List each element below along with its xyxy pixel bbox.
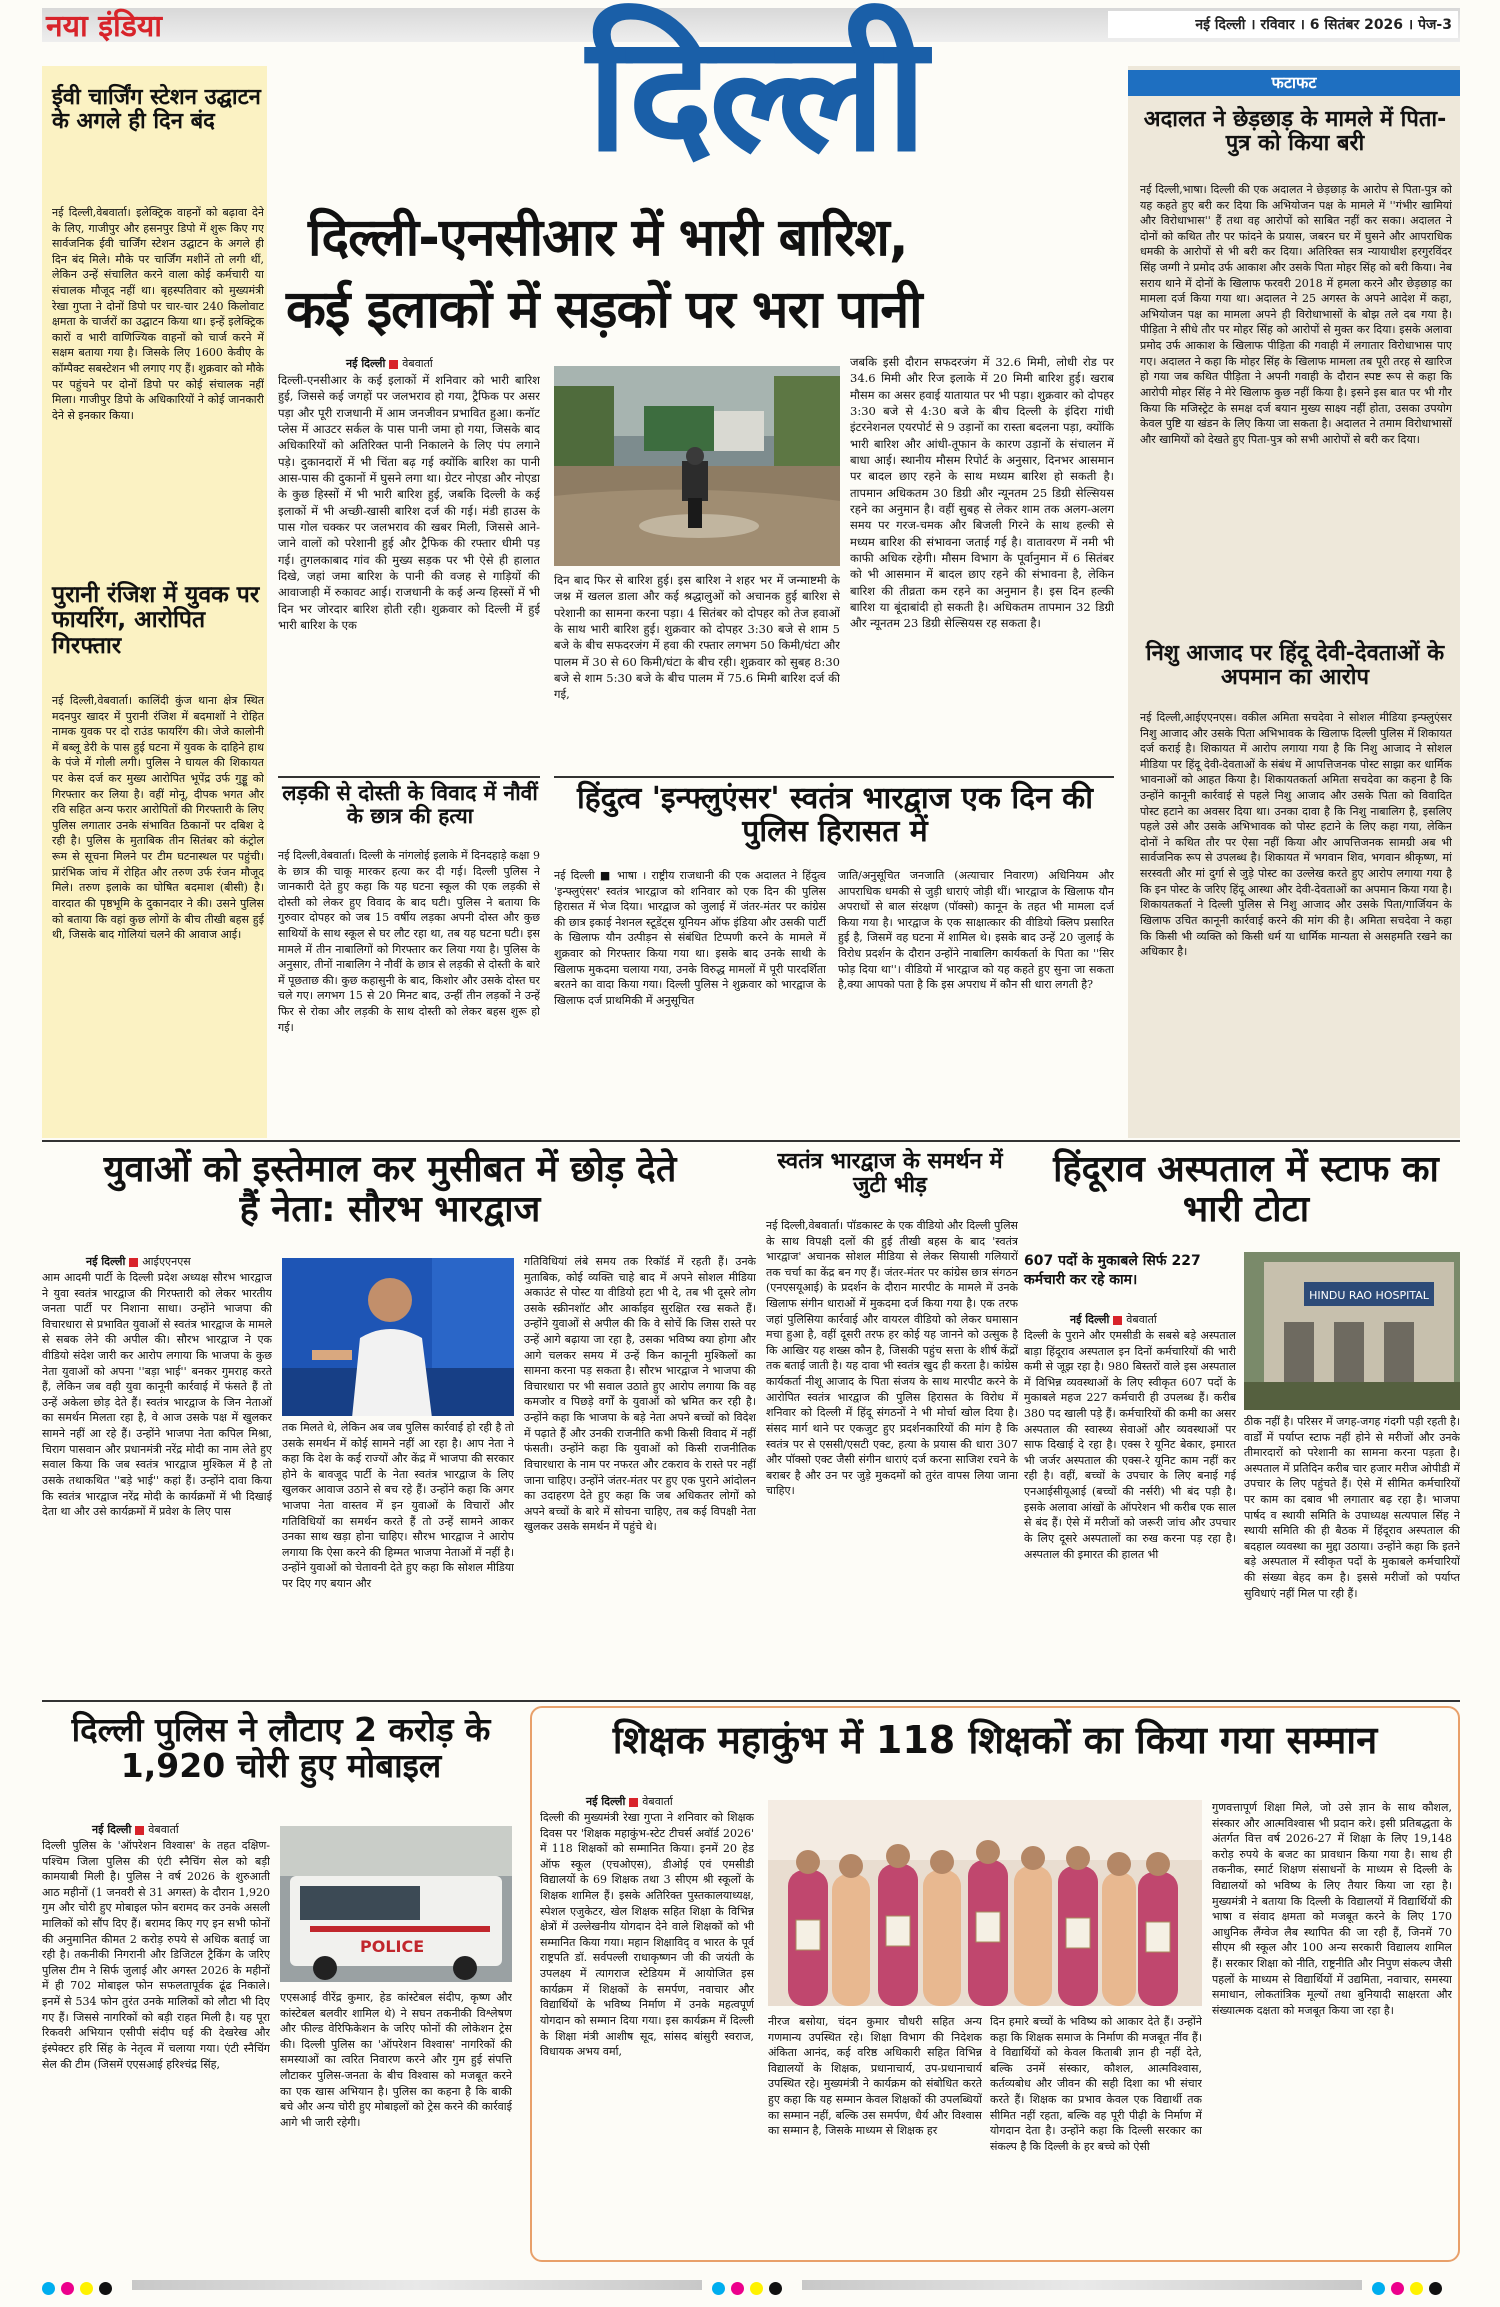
firing-text: नई दिल्ली,वेबवार्ता। कालिंदी कुंज थाना क्षेत्र स्थित मदनपुर खादर में पुरानी रंजिश में बदमाशों ने रोहित नामक युवक पर दो राउंड फायरिंग की। जेजे कालोनी में बब्लू डेरी के पास हुई घटना में युवक के दाहिने हाथ के पंजे में गोली लगी। पुलिस ने घायल की शिकायत पर केस दर्ज कर मुख्य आरोपित भूपेंद्र उर्फ गुड्डू को गिरफ्तार कर लिया है। वहीं मोनू, दीपक भगत और रवि सहित अन्य फरार आरोपितों की गिरफ्तारी के लिए पुलिस लगातार उनके संभावित ठिकानों पर दबिश दे रही है। पुलिस के मुताबिक तीन सितंबर को कंट्रोल रूम से सूचना मिलने पर टीम घटनास्थल पर पहुंची। प्रारंभिक जांच में रोहित और तरुण उर्फ रंजन मौजूद मिले। तरुण इलाके का घोषित बदमाश (बीसी) है। वारदात की पृष्ठभूमि के दुकानदार ने की। उसने पुलिस को बताया कि वहां कुछ लोगों के बीच तीखी बहस हुई थी, जिसके बाद गोलियां चलने की आवाज आई।: [52, 694, 264, 942]
masthead-city: दिल्ली: [586, 0, 924, 187]
teachers-col3: दिन हमारे बच्चों के भविष्य को आकार देते हैं। उन्होंने कहा कि शिक्षक समाज के निर्माण की मजबूत नींव हैं। वे विद्यार्थियों को केवल किताबी ज्ञान ही नहीं देते, बल्कि उनमें संस्कार, कौशल, आत्मविश्वास, कर्तव्यबोध और जीवन की सही दिशा का भी संचार करते हैं। शिक्षक का प्रभाव केवल एक विद्यार्थी तक सीमित नहीं रहता, बल्कि वह पूरी पीढ़ी के निर्माण में योगदान देता है। उन्होंने कहा कि दिल्ली सरकार का संकल्प है कि दिल्ली के हर बच्चे को ऐसी: [990, 2015, 1202, 2153]
teachers-col1: दिल्ली की मुख्यमंत्री रेखा गुप्ता ने शनिवार को शिक्षक दिवस पर 'शिक्षक महाकुंभ-स्टेट टीचर्स अवॉर्ड 2026' में 118 शिक्षकों को सम्मानित किया। इनमें 20 हेड ऑफ स्कूल (एचओएस), डीओई एवं एमसीडी विद्यालयों के 69 शिक्षक तथा 3 सीएम श्री स्कूलों के शिक्षक शामिल हैं। इसके अतिरिक्त पुस्तकालयाध्यक्ष, स्पेशल एजुकेटर, खेल शिक्षक सहित शिक्षा के विभिन्न क्षेत्रों में उल्लेखनीय योगदान देने वाले शिक्षकों को भी सम्मानित किया गया। महान शिक्षाविद् व भारत के पूर्व राष्ट्रपति डॉ. सर्वपल्ली राधाकृष्णन जी की जयंती के उपलक्ष्य में त्यागराज स्टेडियम में आयोजित इस कार्यक्रम में शिक्षकों के समर्पण, नवाचार और विद्यार्थियों के भविष्य निर्माण में उनके महत्वपूर्ण योगदान को सम्मान दिया गया। इस कार्यक्रम में दिल्ली के शिक्षा मंत्री आशीष सूद, सांसद बांसुरी स्वराज, विधायक अभय वर्मा,: [540, 1811, 754, 2059]
firing-headline: पुरानी रंजिश में युवक पर फायरिंग, आरोपित गिरफ्तार: [52, 582, 260, 659]
saurabh-col3: गतिविधियां लंबे समय तक रिकॉर्ड में रहती हैं। उनके मुताबिक, कोई व्यक्ति चाहे बाद में अपने सोशल मीडिया अकाउंट से पोस्ट या वीडियो हटा भी दे, तब भी दूसरे लोग उसके स्क्रीनशॉट और आर्काइव सुरक्षित रख सकते हैं। उन्होंने युवाओं से अपील की कि वे सोचें कि जिस रास्ते पर उन्हें आगे बढ़ाया जा रहा है, उसका भविष्य क्या होगा और आगे चलकर समय में उन्हें किन कानूनी मुश्किलों का सामना करना पड़ सकता है। सौरभ भारद्वाज ने भाजपा की विचारधारा पर भी सवाल उठाते हुए आरोप लगाया कि वह कमजोर व पिछड़े वर्गों के युवाओं को भ्रमित कर रही है। उन्होंने कहा कि भाजपा के बड़े नेता अपने बच्चों को विदेश में पढ़ाते हैं और उनकी राजनीति कभी किसी विवाद में नहीं फंसती। उन्होंने कहा कि युवाओं को किसी राजनीतिक विचारधारा के नाम पर नफरत और टकराव के रास्ते पर नहीं जाना चाहिए। उन्होंने जंतर-मंतर पर हुए एक पुराने आंदोलन का उदाहरण देते हुए कहा कि जब अधिकतर लोगों को अपने बच्चों के बारे में सोचना चाहिए, तब कई विपक्षी नेता खुलकर उसके समर्थन में पहुंचे थे।: [524, 1255, 756, 1534]
saurabh-col1: आम आदमी पार्टी के दिल्ली प्रदेश अध्यक्ष सौरभ भारद्वाज ने युवा स्वतंत्र भारद्वाज की गिरफ्तारी को लेकर भारतीय जनता पार्टी पर निशाना साधा। उन्होंने भाजपा की विचारधारा से प्रभावित युवाओं से स्वतंत्र भारद्वाज के मामले से सबक लेने की अपील की। सौरभ भारद्वाज ने एक वीडियो संदेश जारी कर आरोप लगाया कि भाजपा के कुछ नेता युवाओं को अपना ''बड़ा भाई'' बनकर गुमराह करते हैं, लेकिन जब वही युवा कानूनी कार्रवाई में फंसते हैं तो उन्हें अकेला छोड़ देते हैं। स्वतंत्र भारद्वाज के जिन नेताओं का समर्थन मिलता रहा है, वे आज उसके पक्ष में खुलकर सामने नहीं आ रहे हैं। उन्होंने भाजपा नेता कपिल मिश्रा, चिराग पासवान और प्रधानमंत्री नरेंद्र मोदी का नाम लेते हुए सवाल किया कि जब स्वतंत्र भारद्वाज मुश्किल में है तो उसके तथाकथित ''बड़े भाई'' कहां हैं। उन्होंने दावा किया कि स्वतंत्र भारद्वाज नरेंद्र मोदी के कार्यक्रमों में भी दिखाई देता था और उसे कार्यक्रमों में प्रवेश के लिए पास: [42, 1271, 272, 1519]
nishu-text: नई दिल्ली,आईएएनएस। वकील अमिता सचदेवा ने सोशल मीडिया इन्फ्लुएंसर निशु आजाद और उसके पिता अभिभावक के खिलाफ दिल्ली पुलिस में शिकायत दर्ज कराई है। शिकायत में आरोप लगाया गया है कि निशु आजाद ने सोशल मीडिया पर हिंदू देवी-देवताओं के संबंध में आपत्तिजनक पोस्ट साझा कर धार्मिक भावनाओं को आहत किया है। शिकायतकर्ता अमिता सचदेवा का कहना है कि उन्होंने कानूनी कार्रवाई से पहले निशु आजाद और उसके पिता को विवादित पोस्ट हटाने का अवसर दिया था। उनका दावा है कि निशु नाबालिग है, इसलिए पहले उसे और उसके अभिभावक को पोस्ट हटाने के लिए कहा गया, लेकिन दोनों ने कथित तौर पर ऐसा नहीं किया और आपत्तिजनक सामग्री अब भी सार्वजनिक रूप से उपलब्ध है। शिकायत में भगवान शिव, भगवान श्रीकृष्ण, मां सरस्वती और मां दुर्गा से जुड़े पोस्ट का उल्लेख करते हुए आरोप लगाया गया है कि इन पोस्ट के जरिए हिंदू आस्था और देवी-देवताओं का अपमान किया गया है। शिकायतकर्ता ने दिल्ली पुलिस से निशु आजाद और उसके पिता/गार्जियन के खिलाफ उचित कानूनी कार्रवाई करने की मांग की है। अमिता सचदेवा ने कहा कि किसी भी व्यक्ति को किसी धर्म या धार्मिक मान्यता से असहमति रखने का अधिकार है।: [1140, 711, 1452, 959]
divider: [42, 1140, 1460, 1142]
nishu-headline: निशु आजाद पर हिंदू देवी-देवताओं के अपमान का आरोप: [1145, 641, 1445, 691]
lead-col1: दिल्ली-एनसीआर के कई इलाकों में शनिवार को भारी बारिश हुई, जिससे कई जगहों पर जलभराव हो गया, ट्रैफिक पर असर पड़ा और पूरी राजधानी में आम जनजीवन प्रभावित हुआ। कनॉट प्लेस में आउटर सर्कल के पास पानी जमा हो गया, जिसके बाद अधिकारियों को अतिरिक्त पानी निकालने के लिए पंप लगाने पड़े। दुकानदारों में भी चिंता बढ़ गई क्योंकि बारिश का पानी आस-पास की दुकानों में घुसने लगा था। ग्रेटर नोएडा और नोएडा के कुछ हिस्सों में भी भारी बारिश हुई, जबकि दिल्ली के कई इलाकों में भी अच्छी-खासी बारिश दर्ज की गई। मंडी हाउस के पास गोल चक्कर पर जलभराव की खबर मिली, जिससे आने-जाने वालों को परेशानी हुई और ट्रैफिक की रफ्तार धीमी पड़ गई। तुगलकाबाद गांव की मुख्य सड़क पर भी ऐसे ही हालात दिखे, जहां जमा बारिश के पानी की वजह से गाड़ियों की आवाजाही में रुकावट आई। राजधानी के कई अन्य हिस्सों में भी दिन भर जोरदार बारिश होती रही। शुक्रवार को दिल्ली में हुई भारी बारिश के एक: [278, 373, 540, 632]
ev-headline: ईवी चार्जिंग स्टेशन उद्घाटन के अगले ही दिन बंद: [52, 85, 261, 135]
student-text: नई दिल्ली,वेबवार्ता। दिल्ली के नांगलोई इलाके में दिनदहाड़े कक्षा 9 के छात्र की चाकू मारकर हत्या कर दी गई। दिल्ली पुलिस ने जानकारी देते हुए कहा कि यह घटना स्कूल की एक लड़की से दोस्ती को लेकर हुए विवाद के बाद घटी। पुलिस ने बताया कि गुरुवार दोपहर को जब 15 वर्षीय लड़का अपनी दोस्त और कुछ साथियों के साथ स्कूल से घर लौट रहा था, तब यह घटना घटी। इस मामले में तीन नाबालिगों को गिरफ्तार कर लिया गया है। पुलिस के अनुसार, तीनों नाबालिग ने नौवीं के छात्र से लड़की से दोस्ती के बारे में पूछताछ की। कुछ कहासुनी के बाद, किशोर और उसके दोस्त घर चले गए। लगभग 15 से 20 मिनट बाद, उन्हीं तीन लड़कों ने उन्हें फिर से रोका और लड़की के साथ दोस्ती को लेकर बहस शुरू हो गई।: [278, 849, 540, 1034]
student-headline: लड़की से दोस्ती के विवाद में नौवीं के छात्र की हत्या: [282, 781, 538, 829]
lead-headline-1: दिल्ली-एनसीआर में भारी बारिश,: [308, 208, 908, 268]
teachers-col2: नीरज बसोया, चंदन कुमार चौधरी सहित अन्य गणमान्य उपस्थित रहे। शिक्षा विभाग की निदेशक अंकिता आनंद, कई वरिष्ठ अधिकारी सहित विभिन्न विद्यालयों के शिक्षक, प्रधानाचार्य, उप-प्रधानाचार्य उपस्थित रहे। मुख्यमंत्री ने कार्यक्रम को संबोधित करते हुए कहा कि यह सम्मान केवल शिक्षकों की उपलब्धियों का सम्मान नहीं, बल्कि उस समर्पण, धैर्य और विश्वास का सम्मान है, जिसके माध्यम से शिक्षक हर: [768, 2015, 982, 2138]
divider: [554, 776, 1114, 778]
hindurao-byline: नई दिल्ली वेबवार्ता: [1070, 1313, 1157, 1326]
hospital-photo: [1244, 1252, 1460, 1410]
lead-col3: जबकि इसी दौरान सफदरजंग में 32.6 मिमी, लोधी रोड पर 34.6 मिमी और रिज इलाके में 20 मिमी बारिश हुई। खराब मौसम का असर हवाई यातायात पर भी पड़ा। शुक्रवार को दोपहर 3:30 बजे से 4:30 बजे के बीच दिल्ली के इंदिरा गांधी इंटरनेशनल एयरपोर्ट से 9 उड़ानों का रास्ता बदलना पड़ा, क्योंकि भारी बारिश और आंधी-तूफान के कारण उड़ानों के संचालन में बाधा आई। स्थानीय मौसम रिपोर्ट के अनुसार, दिनभर आसमान पर बादल छाए रहने के साथ मध्यम बारिश हो सकती है। तापमान अधिकतम 30 डिग्री और न्यूनतम 25 डिग्री सेल्सियस रहने का अनुमान है। वहीं सुबह से लेकर शाम तक अलग-अलग समय पर गरज-चमक और बिजली गिरने के साथ हल्की से मध्यम बारिश की संभावना जताई गई है। वातावरण में नमी भी काफी अधिक रहेगी। मौसम विभाग के पूर्वानुमान में 6 सितंबर को भी आसमान में बादल छाए रहने की संभावना है, लेकिन बारिश की तीव्रता कम रहने का अनुमान है। इस दिन हल्की बारिश या बूंदाबांदी हो सकती है। अधिकतम तापमान 32 डिग्री और न्यूनतम 23 डिग्री सेल्सियस रह सकता है।: [850, 355, 1114, 631]
mobile-col2: एएसआई वीरेंद्र कुमार, हेड कांस्टेबल संदीप, कृष्ण और कांस्टेबल बलवीर शामिल थे) ने सघन तकनीकी विश्लेषण और फील्ड वेरिफिकेशन के जरिए फोनों की लोकेशन ट्रेस की। दिल्ली पुलिस का 'ऑपरेशन विश्वास' नागरिकों की समस्याओं का त्वरित निवारण करने और गुम हुई संपत्ति लौटाकर पुलिस-जनता के बीच विश्वास को मजबूत करने का एक खास अभियान है। पुलिस का कहना है कि बाकी बचे और अन्य चोरी हुए मोबाइलों को ट्रेस करने की कार्रवाई आगे भी जारी रहेगी।: [280, 1991, 512, 2129]
ev-text: नई दिल्ली,वेबवार्ता। इलेक्ट्रिक वाहनों को बढ़ावा देने के लिए, गाजीपुर और हसनपुर डिपो में शुरू किए गए सार्वजनिक ईवी चार्जिंग स्टेशन उद्घाटन के अगले ही दिन बंद मिले। मौके पर चार्जिंग मशीनें तो लगी थीं, लेकिन उन्हें संचालित करने वाला कोई कर्मचारी या संचालक मौजूद नहीं था। बृहस्पतिवार को मुख्यमंत्री रेखा गुप्ता ने दोनों डिपो पर चार-चार 240 किलोवाट क्षमता के चार्जरों का उद्घाटन किया था। इन्हें इलेक्ट्रिक कारों व भारी वाणिज्यिक वाहनों को चार्ज करने में सक्षम बताया गया है। जिसके लिए 1600 केवीए के कॉम्पैक्ट सबस्टेशन भी लगाए गए हैं। शुक्रवार को मौके पर पहुंचने पर दोनों डिपो पर कोई संचालक नहीं मिला। गाजीपुर डिपो के अधिकारियों ने कोई जानकारी देने से इनकार किया।: [52, 206, 264, 422]
saurabh-photo: [282, 1258, 514, 1416]
hindutva-text-2: जाति/अनुसूचित जनजाति (अत्याचार निवारण) अधिनियम और आपराधिक धमकी से जुड़ी धाराएं जोड़ी थीं। भारद्वाज के खिलाफ यौन अपराधों से बाल संरक्षण (पॉक्सो) कानून के तहत भी मामला दर्ज किया गया है। भारद्वाज के एक साक्षात्कार की वीडियो क्लिप प्रसारित हुई है, जिसमें वह घटना में शामिल थे। इसके बाद उन्हें 20 जुलाई के विरोध प्रदर्शन के दौरान उन्होंने नाबालिग कार्यकर्ता के पिता का ''सिर फोड़ दिया था''। वीडियो में भारद्वाज को यह कहते हुए सुना जा सकता है,क्या आपको पता है कि इस अपराध में कौन सी धारा लगती है?: [838, 869, 1114, 992]
svg-text:POLICE: POLICE: [360, 1937, 425, 1956]
teachers-col4: गुणवत्तापूर्ण शिक्षा मिले, जो उसे ज्ञान के साथ कौशल, संस्कार और आत्मविश्वास भी प्रदान करे। इसी प्रतिबद्धता के अंतर्गत वित्त वर्ष 2026-27 में शिक्षा के लिए 19,148 करोड़ रुपये के बजट का प्रावधान किया गया है। साथ ही तकनीक, स्मार्ट शिक्षण संसाधनों के माध्यम से दिल्ली के विद्यालयों को भविष्य के लिए तैयार किया जा रहा है। मुख्यमंत्री ने बताया कि दिल्ली के विद्यालयों में विद्यार्थियों की भाषा व संवाद क्षमता को मजबूत करने के लिए 170 आधुनिक लैंग्वेज लैब स्थापित की जा रही हैं, जिनमें 70 सीएम श्री स्कूल और 100 अन्य सरकारी विद्यालय शामिल हैं। सरकार शिक्षा को नीति, राष्ट्रनीति और निपुण संकल्प जैसी पहलों के माध्यम से विद्यार्थियों में उद्यमिता, नवाचार, समस्या समाधान, लोकतांत्रिक मूल्यों तथा बुनियादी साक्षरता और संख्यात्मक दक्षता को मजबूत किया जा रहा है।: [1212, 1801, 1452, 2017]
court-headline: अदालत ने छेड़छाड़ के मामले में पिता-पुत्र को किया बरी: [1143, 107, 1447, 157]
hindutva-text-1: नई दिल्ली ■ भाषा । राष्ट्रीय राजधानी की एक अदालत ने हिंदुत्व 'इन्फ्लुएंसर' स्वतंत्र भारद्वाज को शनिवार को एक दिन की पुलिस हिरासत में भेज दिया। भारद्वाज को जुलाई में जंतर-मंतर पर कांग्रेस की छात्र इकाई नेशनल स्टूडेंट्स यूनियन ऑफ इंडिया और उसकी पार्टी के खिलाफ यौन उत्पीड़न से संबंधित टिप्पणी करने के मामले में शुक्रवार को गिरफ्तार किया गया था। इसके बाद उनके साथी के खिलाफ मुकदमा चलाया गया, उनके विरुद्ध मामलों में पूरी पारदर्शिता बरतने का वादा किया गया। दिल्ली पुलिस ने शुक्रवार को भारद्वाज के खिलाफ दर्ज प्राथमिकी में अनुसूचित: [554, 869, 826, 1007]
clash-headline: स्वतंत्र भारद्वाज के समर्थन में जुटी भीड़: [777, 1149, 1003, 1199]
clash-text: नई दिल्ली,वेबवार्ता। पॉडकास्ट के एक वीडियो और दिल्ली पुलिस के साथ विपक्षी दलों की हुई तीखी बहस के बाद 'स्वतंत्र भारद्वाज' अचानक सोशल मीडिया से लेकर सियासी गलियारों तक चर्चा का केंद्र बन गए हैं। जंतर-मंतर पर कांग्रेस छात्र संगठन (एनएसयूआई) के प्रदर्शन के दौरान मारपीट के मामले में उनके खिलाफ संगीन धाराओं में मुकदमा दर्ज किया गया है। एक तरफ जहां पुलिसिया कार्रवाई और वायरल वीडियो को लेकर घमासान मचा हुआ है, वहीं दूसरी तरफ हर कोई यह जानने को उत्सुक है कि आखिर यह शख्स कौन है, जिसकी पहुंच सत्ता के शीर्ष केंद्रों तक बताई जाती है। यह दावा भी स्वतंत्र खुद ही करता है। कांग्रेस कार्यकर्ता नीशू आजाद के पिता संजय के साथ मारपीट करने के आरोपित स्वतंत्र भारद्वाज की पुलिस हिरासत के विरोध में शनिवार को दिल्ली में हिंदू संगठनों ने भी मोर्चा खोल दिया है। संसद मार्ग थाने पर एकजुट हुए प्रदर्शनकारियों की मांग है कि स्वतंत्र पर से एससी/एसटी एक्ट, हत्या के प्रयास की धारा 307 और पॉक्सो एक्ट जैसी संगीन धाराएं दर्ज करना साजिश रचने के बराबर है और उन पर जुड़े मुकदमों को तुरंत वापस लिया जाना चाहिए।: [766, 1219, 1018, 1498]
hindurao-col1: दिल्ली के पुराने और एमसीडी के सबसे बड़े अस्पताल बाड़ा हिंदूराव अस्पताल इन दिनों कर्मचारियों की भारी कमी से जूझ रहा है। 980 बिस्तरों वाले इस अस्पताल में विभिन्न व्यवस्थाओं के लिए स्वीकृत 607 पदों के मुकाबले महज 227 कर्मचारी ही उपलब्ध हैं। करीब 380 पद खाली पड़े हैं। कर्मचारियों की कमी का असर अस्पताल की स्वास्थ्य सेवाओं और व्यवस्थाओं पर साफ दिखाई दे रहा है। एक्स रे यूनिट बेकार, इमारत भी जर्जर अस्पताल की एक्स-रे यूनिट काम नहीं कर रही है। वहीं, बच्चों के उपचार के लिए बनाई गई एनआईसीयूआई (बच्चों की नर्सरी) भी बंद पड़ी है। इसके अलावा आंखों के ऑपरेशन भी करीब एक साल से बंद हैं। ऐसे में मरीजों को जरूरी जांच और उपचार के लिए दूसरे अस्पतालों का रुख करना पड़ रहा है। अस्पताल की इमारत की हालत भी: [1024, 1329, 1236, 1561]
hindurao-deck: 607 पदों के मुकाबले सिर्फ 227 कर्मचारी कर रहे काम।: [1024, 1253, 1201, 1288]
rain-photo: [554, 366, 840, 566]
mobile-headline: दिल्ली पुलिस ने लौटाए 2 करोड़ के 1,920 चोरी हुए मोबाइल: [71, 1710, 491, 1786]
fatafat-label: फटाफट: [1128, 70, 1460, 96]
hindurao-col2: ठीक नहीं है। परिसर में जगह-जगह गंदगी पड़ी रहती है। वार्डों में पर्याप्त स्टाफ नहीं होने से मरीजों और उनके तीमारदारों को परेशानी का सामना करना पड़ता है। अस्पताल में प्रतिदिन करीब चार हजार मरीज ओपीडी में उपचार के लिए पहुंचते हैं। ऐसे में सीमित कर्मचारियों पर काम का दबाव भी लगातार बढ़ रहा है। भाजपा पार्षद व स्थायी समिति के उपाध्यक्ष सत्यपाल सिंह ने स्थायी समिति की ही बैठक में हिंदूराव अस्पताल की बदहाल व्यवस्था का मुद्दा उठाया। उन्होंने कहा कि इतने बड़े अस्पताल में स्वीकृत पदों के मुकाबले कर्मचारियों की संख्या बेहद कम है। इससे मरीजों को पर्याप्त सुविधाएं नहीं मिल पा रही हैं।: [1244, 1415, 1460, 1600]
lead-byline: नई दिल्ली वेबवार्ता: [346, 357, 433, 370]
teachers-headline: शिक्षक महाकुंभ में 118 शिक्षकों का किया गया सम्मान: [612, 1718, 1378, 1762]
mobile-col1: दिल्ली पुलिस के 'ऑपरेशन विश्वास' के तहत दक्षिण-पश्चिम जिला पुलिस की एंटी स्नैचिंग सेल को बड़ी कामयाबी मिली है। पुलिस ने वर्ष 2026 के शुरुआती आठ महीनों (1 जनवरी से 31 अगस्त) के दौरान 1,920 गुम और चोरी हुए मोबाइल फोन बरामद कर उनके असली मालिकों को सौंप दिए हैं। बरामद किए गए इन सभी फोनों की अनुमानित कीमत 2 करोड़ रुपये से अधिक बताई जा रही है। तकनीकी निगरानी और डिजिटल ट्रैकिंग के जरिए पुलिस टीम ने सिर्फ जुलाई और अगस्त 2026 के महीनों में ही 702 मोबाइल फोन सफलतापूर्वक ढूंढ निकाले। इनमें से 534 फोन तुरंत उनके मालिकों को लौटा भी दिए गए हैं। जिससे नागरिकों को बड़ी राहत मिली है। यह पूरा रिकवरी अभियान एसीपी संदीप घई की देखरेख और इंस्पेक्टर हरि सिंह के नेतृत्व में चलाया गया। एंटी स्नैचिंग सेल की टीम (जिसमें एएसआई हरिश्चंद्र सिंह,: [42, 1839, 270, 2071]
divider: [278, 776, 540, 778]
teachers-photo: [768, 1800, 1202, 2006]
print-registration-bar: [42, 2274, 1460, 2296]
teachers-byline: नई दिल्ली वेबवार्ता: [586, 1795, 673, 1808]
brand-logo: नया इंडिया: [46, 9, 162, 44]
dateline: नई दिल्ली । रविवार । 6 सितंबर 2026 । पेज-3: [1108, 11, 1458, 38]
divider: [42, 1700, 1460, 1702]
police-photo: [280, 1826, 512, 1982]
saurabh-byline: नई दिल्ली आईएएनएस: [86, 1255, 191, 1268]
svg-text:HINDU RAO HOSPITAL: HINDU RAO HOSPITAL: [1309, 1289, 1429, 1302]
hindurao-headline: हिंदूराव अस्पताल में स्टाफ का भारी टोटा: [1053, 1149, 1439, 1230]
lead-headline-2: कई इलाकों में सड़कों पर भरा पानी: [286, 280, 922, 340]
lead-col2: दिन बाद फिर से बारिश हुई। इस बारिश ने शहर भर में जन्माष्टमी के जश्न में खलल डाला और कई श्रद्धालुओं को अचानक हुई बारिश से परेशानी का सामना करना पड़ा। 4 सितंबर को दोपहर को तेज हवाओं के साथ भारी बारिश हुई। शुक्रवार को दोपहर 3:30 बजे से शाम 5 बजे के बीच सफदरजंग में हवा की रफ्तार लगभग 50 किमी/घंटा और पालम में 30 से 60 किमी/घंटा के बीच रही। शुक्रवार को सुबह 8:30 बजे से शाम 5:30 बजे के बीच पालम में 75.6 मिमी बारिश दर्ज की गई,: [554, 573, 840, 702]
hindutva-headline: हिंदुत्व 'इन्फ्लुएंसर' स्वतंत्र भारद्वाज एक दिन की पुलिस हिरासत में: [576, 781, 1093, 849]
mobile-byline: नई दिल्ली वेबवार्ता: [92, 1823, 179, 1836]
saurabh-col2: तक मिलते थे, लेकिन अब जब पुलिस कार्रवाई हो रही है तो उसके समर्थन में कोई सामने नहीं आ रहा है। आप नेता ने कहा कि देश के कई राज्यों और केंद्र में भाजपा की सरकार होने के बावजूद पार्टी के नेता स्वतंत्र भारद्वाज के लिए खुलकर आवाज उठाने से बच रहे हैं। उन्होंने कहा कि अगर भाजपा नेता वास्तव में इन युवाओं के विचारों और गतिविधियों का समर्थन करते हैं तो उन्हें सामने आकर उनका साथ खड़ा होना चाहिए। सौरभ भारद्वाज ने आरोप लगाया कि ऐसा करने की हिम्मत भाजपा नेताओं में नहीं है। उन्होंने युवाओं को चेतावनी देते हुए कहा कि सोशल मीडिया पर दिए गए बयान और: [282, 1421, 514, 1591]
saurabh-headline: युवाओं को इस्तेमाल कर मुसीबत में छोड़ देते हैं नेता: सौरभ भारद्वाज: [103, 1149, 677, 1230]
court-text: नई दिल्ली,भाषा। दिल्ली की एक अदालत ने छेड़छाड़ के आरोप से पिता-पुत्र को यह कहते हुए बरी कर दिया कि अभियोजन पक्ष के मामले में ''गंभीर खामियां और विरोधाभास'' हैं तथा वह आरोपों को साबित नहीं कर सका। अदालत ने दोनों को कथित तौर पर फांदने के प्रयास, जबरन घर में घुसने और आपराधिक धमकी के आरोपों से भी बरी कर दिया। अतिरिक्त सत्र न्यायाधीश हरगुरविंदर सिंह जग्गी ने प्रमोद उर्फ आकाश और उसके पिता मोहर सिंह को बरी किया। नेब सराय थाने में दोनों के खिलाफ फरवरी 2018 में हमला करने और छेड़छाड़ का मामला दर्ज किया गया था। अदालत ने 25 अगस्त के अपने आदेश में कहा, अभियोजन पक्ष का मामला अपने ही विरोधाभासों के बोझ तले दब गया है। पीड़िता ने सीधे तौर पर मोहर सिंह को आरोपों से मुक्त कर दिया। इसके अलावा प्रमोद उर्फ आकाश के खिलाफ पीड़िता की गवाही में लगातार विरोधाभास पाए गए। अदालत ने कहा कि मोहर सिंह के खिलाफ मामला तब पूरी तरह से खारिज हो गया जब कथित पीड़िता ने अपनी गवाही के दौरान स्पष्ट रूप से कहा कि आरोपी मोहर सिंह ने मेरे खिलाफ कुछ नहीं किया है। इसने इस बात पर भी गौर किया कि मजिस्ट्रेट के समक्ष दर्ज बयान मुख्य साक्ष्य नहीं होता, उसका उपयोग केवल पुष्टि या खंडन के लिए किया जा सकता है। अदालत ने तमाम विरोधाभासों और खामियों को देखते हुए पिता-पुत्र को सभी आरोपों से बरी कर दिया।: [1140, 183, 1452, 446]
